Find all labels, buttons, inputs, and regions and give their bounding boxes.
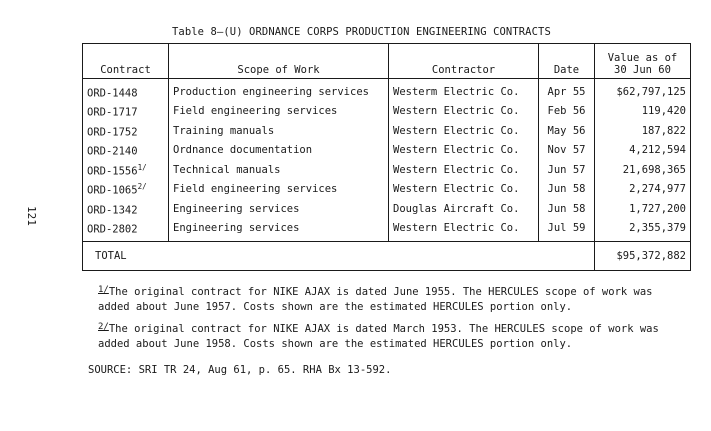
cell-contract: ORD-1342 <box>83 199 169 219</box>
cell-contractor: Western Electric Co. <box>389 160 539 180</box>
table-row <box>83 180 691 200</box>
cell-contractor: Western Electric Co. <box>389 121 539 141</box>
cell-date: Nov 57 <box>539 141 595 161</box>
table-row <box>83 141 691 161</box>
cell-date: May 56 <box>539 121 595 141</box>
header-value-line2: 30 Jun 60 <box>614 64 671 76</box>
header-contract: Contract <box>83 44 169 79</box>
header-scope: Scope of Work <box>169 44 389 79</box>
cell-scope: Engineering services <box>169 199 389 219</box>
footnote-2-line1: The original contract for NIKE AJAX is dated March 1953. The HERCULES scope of work was <box>108 323 659 335</box>
total-label: TOTAL <box>83 242 595 271</box>
total-value: $95,372,882 <box>595 242 691 271</box>
cell-contractor: Western Electric Co. <box>389 180 539 200</box>
cell-value: 4,212,594 <box>595 141 691 161</box>
table-title: Table 8—(U) ORDNANCE CORPS PRODUCTION ENGINEERING CONTRACTS <box>172 26 551 38</box>
cell-date: Jun 57 <box>539 160 595 180</box>
header-date: Date <box>539 44 595 79</box>
cell-contract: ORD-1752 <box>83 121 169 141</box>
cell-contractor: Western Electric Co. <box>389 219 539 242</box>
cell-scope: Production engineering services <box>169 79 389 102</box>
header-value <box>595 44 691 79</box>
cell-contract: ORD-2802 <box>83 219 169 242</box>
cell-date: Jun 58 <box>539 199 595 219</box>
cell-date: Jul 59 <box>539 219 595 242</box>
cell-contract: ORD-1717 <box>83 102 169 122</box>
cell-value: 187,822 <box>595 121 691 141</box>
source-citation: SOURCE: SRI TR 24, Aug 61, p. 65. RHA Bx 13-592. <box>88 364 392 376</box>
page-number: 121 <box>25 206 38 226</box>
footnote-1 <box>98 283 690 315</box>
cell-scope: Field engineering services <box>169 102 389 122</box>
cell-value: 2,355,379 <box>595 219 691 242</box>
cell-contractor: Westerm Electric Co. <box>389 79 539 102</box>
table-header-row <box>83 44 691 79</box>
header-contractor: Contractor <box>389 44 539 79</box>
footnote-ref: 2/ <box>137 182 147 191</box>
table-row <box>83 121 691 141</box>
footnote-1-line2: added about June 1957. Costs shown are the estimated HERCULES portion only. <box>98 301 573 313</box>
cell-value: 1,727,200 <box>595 199 691 219</box>
cell-scope: Engineering services <box>169 219 389 242</box>
cell-date: Feb 56 <box>539 102 595 122</box>
footnote-2-line2: added about June 1958. Costs shown are the estimated HERCULES portion only. <box>98 338 573 350</box>
cell-value: 21,698,365 <box>595 160 691 180</box>
footnote-2 <box>98 320 690 352</box>
cell-scope: Field engineering services <box>169 180 389 200</box>
cell-scope: Training manuals <box>169 121 389 141</box>
cell-contractor: Western Electric Co. <box>389 141 539 161</box>
cell-contract: ORD-1065$^{2/}$ <box>83 180 169 200</box>
cell-contractor: Douglas Aircraft Co. <box>389 199 539 219</box>
cell-date: Apr 55 <box>539 79 595 102</box>
cell-contract: ORD-2140 <box>83 141 169 161</box>
table-row <box>83 79 691 102</box>
contracts-table <box>82 43 691 271</box>
cell-value: 119,420 <box>595 102 691 122</box>
table-row <box>83 219 691 242</box>
cell-value: 2,274,977 <box>595 180 691 200</box>
cell-scope: Technical manuals <box>169 160 389 180</box>
header-value-line1: Value as of <box>607 52 678 64</box>
cell-value: $62,797,125 <box>595 79 691 102</box>
cell-scope: Ordnance documentation <box>169 141 389 161</box>
total-row <box>83 242 691 271</box>
footnote-ref: 1/ <box>137 162 147 172</box>
table-row <box>83 160 691 180</box>
table-row <box>83 102 691 122</box>
footnote-2-mark: 2/ <box>98 322 109 332</box>
footnote-1-line1: The original contract for NIKE AJAX is dated June 1955. The HERCULES scope of work was <box>108 286 653 298</box>
footnote-1-mark: 1/ <box>98 285 109 295</box>
cell-contractor: Western Electric Co. <box>389 102 539 122</box>
table-row <box>83 199 691 219</box>
cell-contract: ORD-1448 <box>83 79 169 102</box>
cell-contract: ORD-1556$^{1/}$ <box>83 160 169 180</box>
cell-date: Jun 58 <box>539 180 595 200</box>
